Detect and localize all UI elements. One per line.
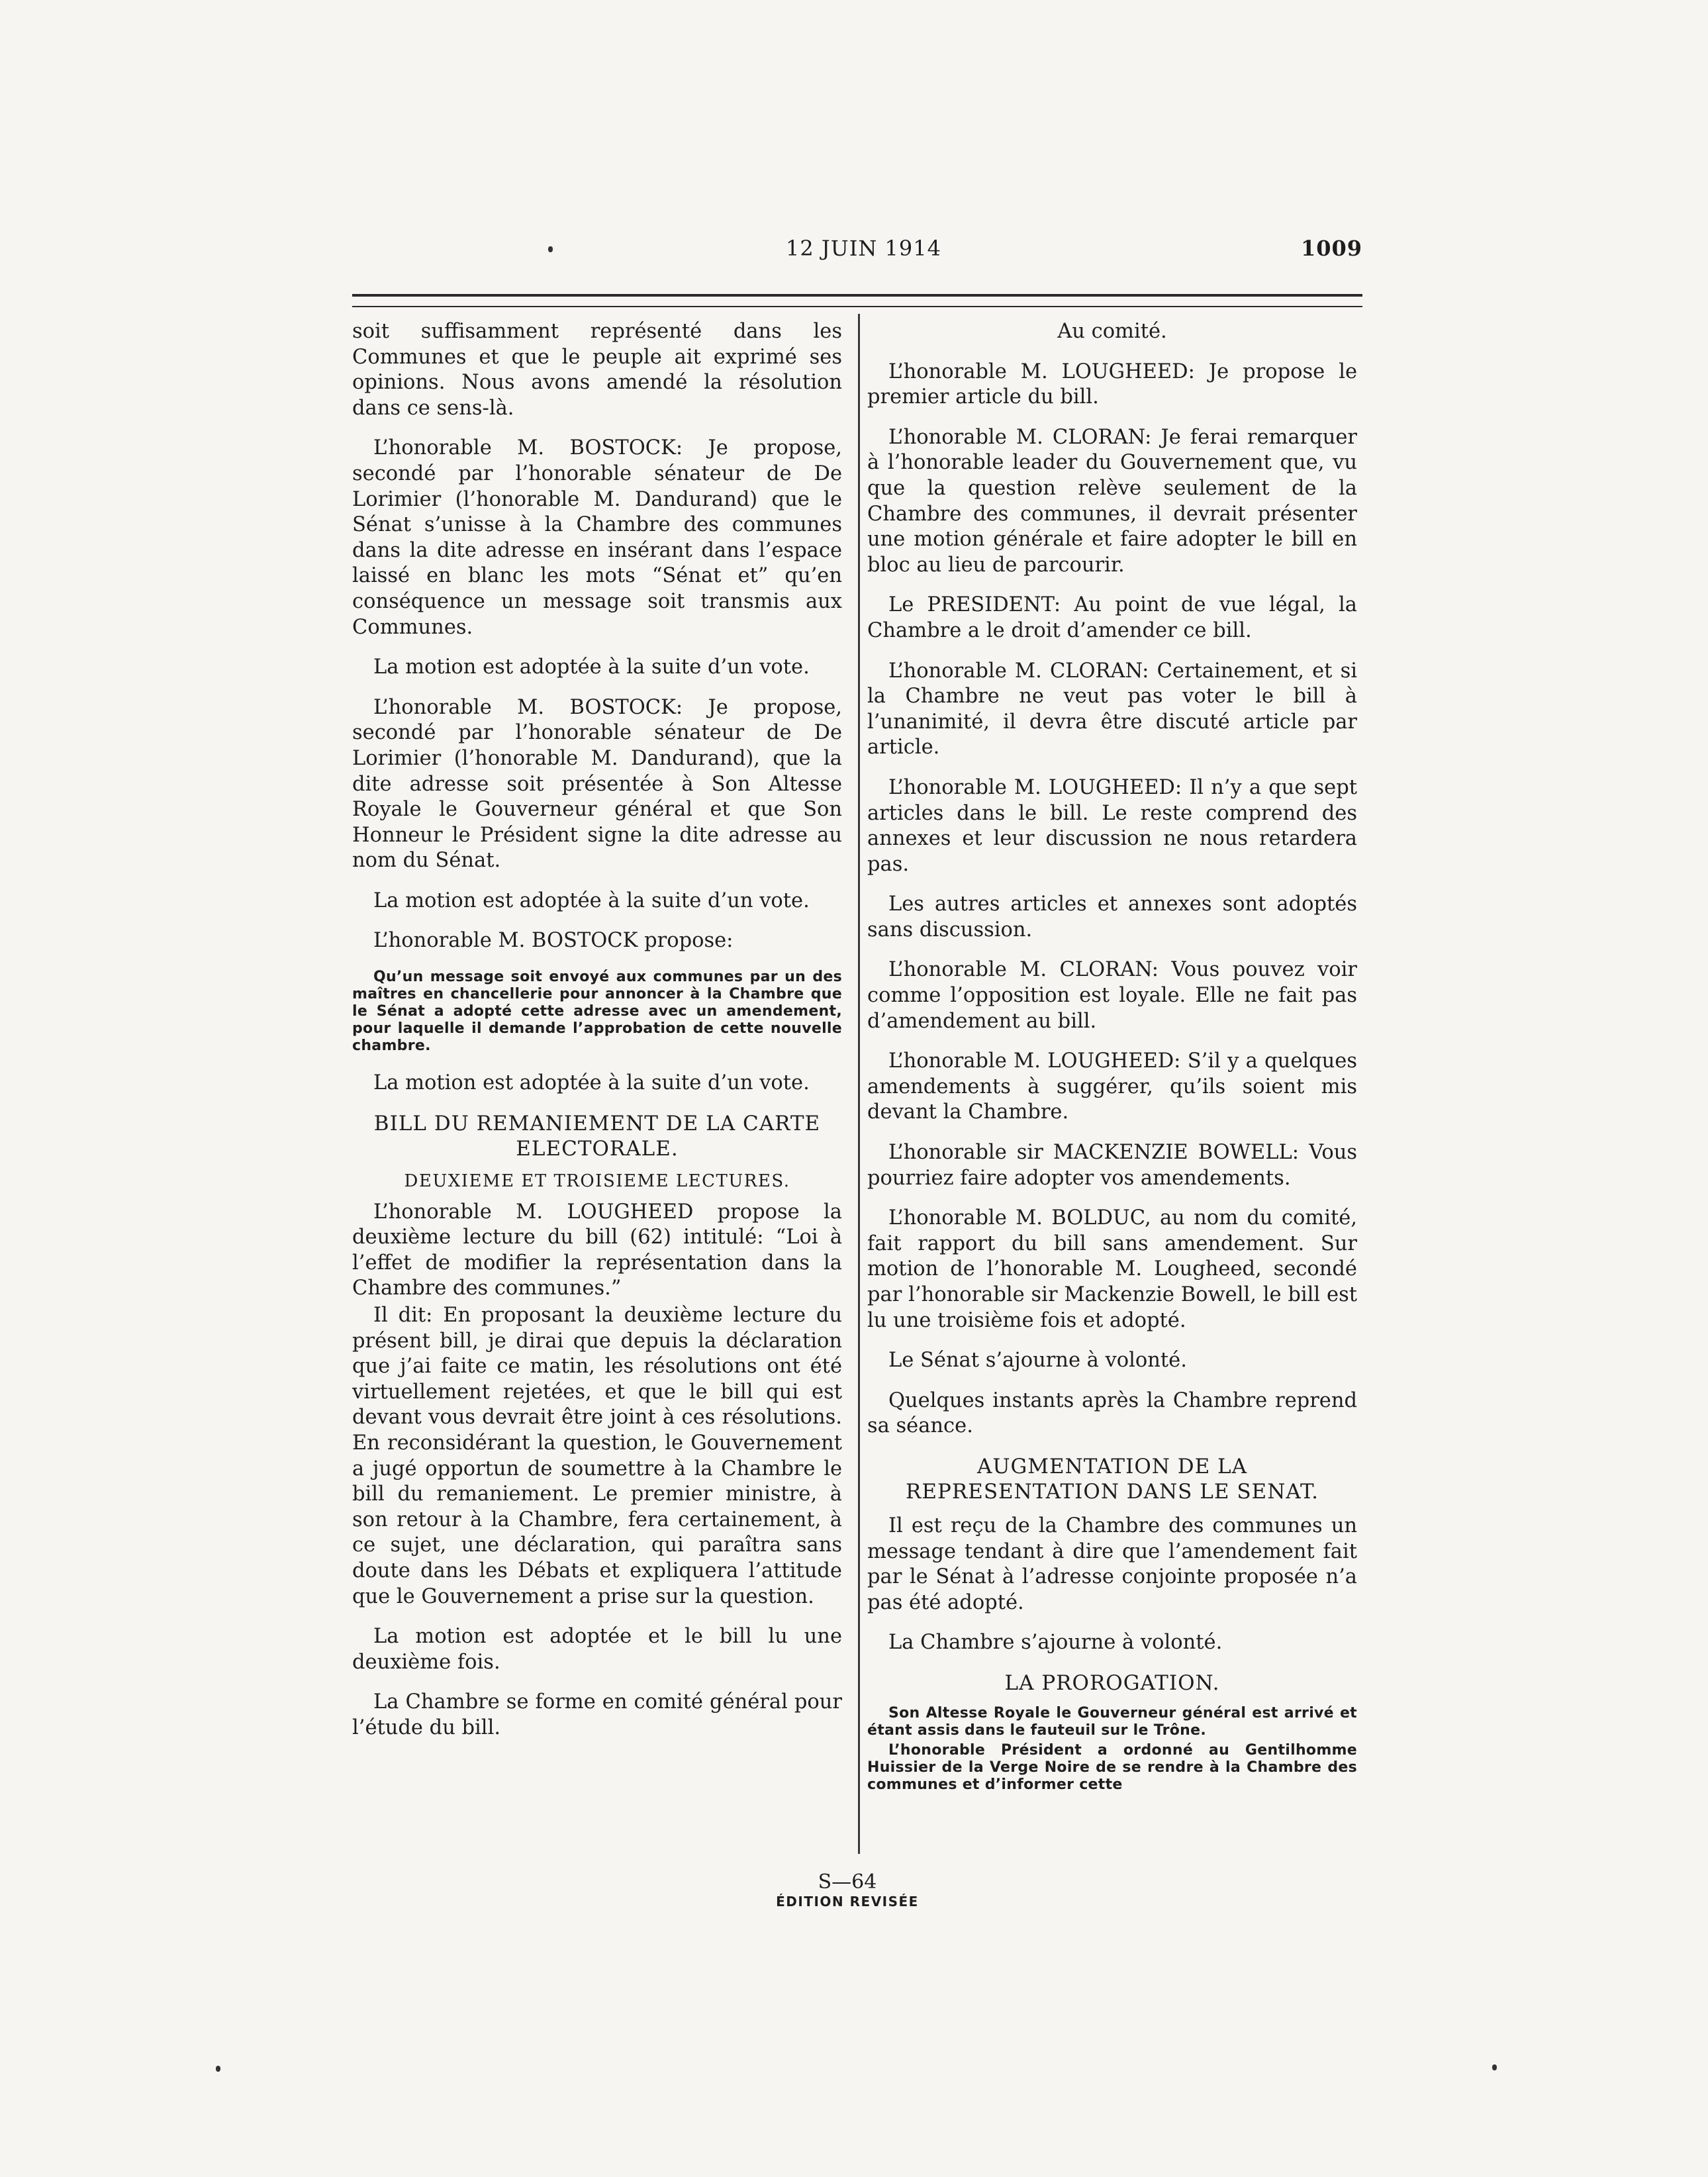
section-heading: LA PROROGATION. — [1004, 1670, 1220, 1695]
paragraph: L’honorable M. LOUGHEED propose la deuxième lecture du bill (62) intitulé: “Loi à l’effet de modifier la représentation dans la Chambre des communes.” — [352, 1200, 842, 1300]
paragraph: L’honorable M. BOSTOCK: Je propose, secondé par l’honorable sénateur de De Lorimier (l’honorable M. Dandurand), que la dite adresse soit présentée à Son Altesse Royale le Gouverneur général et que Son Honneur le Président signe la dite adresse au nom du Sénat. — [352, 695, 842, 873]
paragraph: Quelques instants après la Chambre reprend sa séance. — [867, 1388, 1357, 1438]
header-rule — [352, 294, 1362, 307]
header-date: 12 JUIN 1914 — [786, 236, 941, 261]
right-column — [867, 319, 1357, 1796]
signature-mark: S—64 — [818, 1870, 877, 1894]
paragraph: La motion est adoptée à la suite d’un vote. — [373, 655, 810, 679]
edition-note: ÉDITION REVISÉE — [776, 1894, 919, 1910]
paragraph: L’honorable sir MACKENZIE BOWELL: Vous pourriez faire adopter vos amendements. — [867, 1141, 1357, 1190]
paragraph: L’honorable M. BOSTOCK propose: — [373, 929, 734, 953]
page-number: 1009 — [1300, 236, 1362, 261]
ink-speck — [216, 2066, 220, 2072]
paragraph: Le PRESIDENT: Au point de vue légal, la Chambre a le droit d’amender ce bill. — [867, 593, 1357, 642]
paragraph: L’honorable M. LOUGHEED: Il n’y a que sept articles dans le bill. Le reste comprend des annexes et leur discussion ne nous retardera pas. — [867, 775, 1357, 876]
column-divider — [858, 314, 860, 1854]
proceedings-text: Son Altesse Royale le Gouverneur général est arrivé et étant assis dans le fauteuil sur le Trône. — [867, 1704, 1357, 1739]
section-subheading: DEUXIEME ET TROISIEME LECTURES. — [404, 1171, 790, 1191]
paragraph: La motion est adoptée et le bill lu une deuxième fois. — [352, 1625, 842, 1674]
proceedings-text: L’honorable Président a ordonné au Gentilhomme Huissier de la Verge Noire de se rendre à la Chambre des communes et d’informer cette — [867, 1741, 1357, 1793]
motion-text: Qu’un message soit envoyé aux communes par un des maîtres en chancellerie pour annoncer à la Chambre que le Sénat a adopté cette adresse avec un amendement, pour laquelle il demande l’approbation de cette nouvelle chambre. — [352, 969, 842, 1055]
section-heading: AUGMENTATION DE LA REPRESENTATION DANS LE SENAT. — [906, 1454, 1319, 1504]
page-header — [352, 236, 1362, 265]
paragraph: L’honorable M. CLORAN: Vous pouvez voir comme l’opposition est loyale. Elle ne fait pas d’amendement au bill. — [867, 958, 1357, 1033]
paragraph: La Chambre se forme en comité général pour l’étude du bill. — [352, 1690, 842, 1739]
paragraph: Les autres articles et annexes sont adoptés sans discussion. — [867, 893, 1357, 942]
paragraph: Il dit: En proposant la deuxième lecture du présent bill, je dirai que depuis la déclaration que j’ai faite ce matin, les résolutions ont été virtuellement rejetées, et que le bill qui est devant vous devrait être joint à ces résolutions. En reconsidérant la question, le Gouvernement a jugé opportun de soumettre à la Chambre le bill du remaniement. Le premier ministre, à son retour à la Chambre, fera certainement, à ce sujet, une déclaration, qui paraîtra sans doute dans les Débats et expliquera l’attitude que le Gouvernement a prise sur la question. — [352, 1304, 842, 1608]
paragraph: L’honorable M. CLORAN: Je ferai remarquer à l’honorable leader du Gouvernement que, vu que la question relève seulement de la Chambre des communes, il devrait présenter une motion générale et faire adopter le bill en bloc au lieu de parcourir. — [867, 425, 1357, 577]
left-column — [352, 319, 842, 1756]
paragraph: La Chambre s’ajourne à volonté. — [888, 1631, 1223, 1655]
paragraph: Au comité. — [1057, 320, 1167, 343]
paragraph: L’honorable M. LOUGHEED: Je propose le premier article du bill. — [867, 360, 1357, 409]
paragraph: L’honorable M. BOSTOCK: Je propose, secondé par l’honorable sénateur de De Lorimier (l’honorable M. Dandurand) que le Sénat s’unisse à la Chambre des communes dans la dite adresse en insérant dans l’espace laissé en blanc les mots “Sénat et” qu’en conséquence un message soit transmis aux Communes. — [352, 436, 842, 639]
paragraph: L’honorable M. CLORAN: Certainement, et si la Chambre ne veut pas voter le bill à l’unanimité, il devra être discuté article par article. — [867, 659, 1357, 759]
section-heading: BILL DU REMANIEMENT DE LA CARTE ELECTORALE. — [373, 1111, 821, 1161]
paragraph: La motion est adoptée à la suite d’un vote. — [373, 1071, 810, 1095]
page-footer — [715, 1871, 980, 1910]
paragraph: Le Sénat s’ajourne à volonté. — [888, 1349, 1187, 1373]
paragraph: Il est reçu de la Chambre des communes un message tendant à dire que l’amendement fait par le Sénat à l’adresse conjointe proposée n’a pas été adopté. — [867, 1514, 1357, 1614]
paragraph: L’honorable M. LOUGHEED: S’il y a quelques amendements à suggérer, qu’ils soient mis devant la Chambre. — [867, 1049, 1357, 1124]
paragraph: soit suffisamment représenté dans les Communes et que le peuple ait exprimé ses opinions. Nous avons amendé la résolution dans ce sens-là. — [352, 320, 842, 420]
paragraph: La motion est adoptée à la suite d’un vote. — [373, 889, 810, 912]
paragraph: L’honorable M. BOLDUC, au nom du comité, fait rapport du bill sans amendement. Sur motion de l’honorable M. Lougheed, secondé par l’honorable sir Mackenzie Bowell, le bill est lu une troisième fois et adopté. — [867, 1206, 1357, 1332]
ink-speck — [1492, 2064, 1497, 2070]
